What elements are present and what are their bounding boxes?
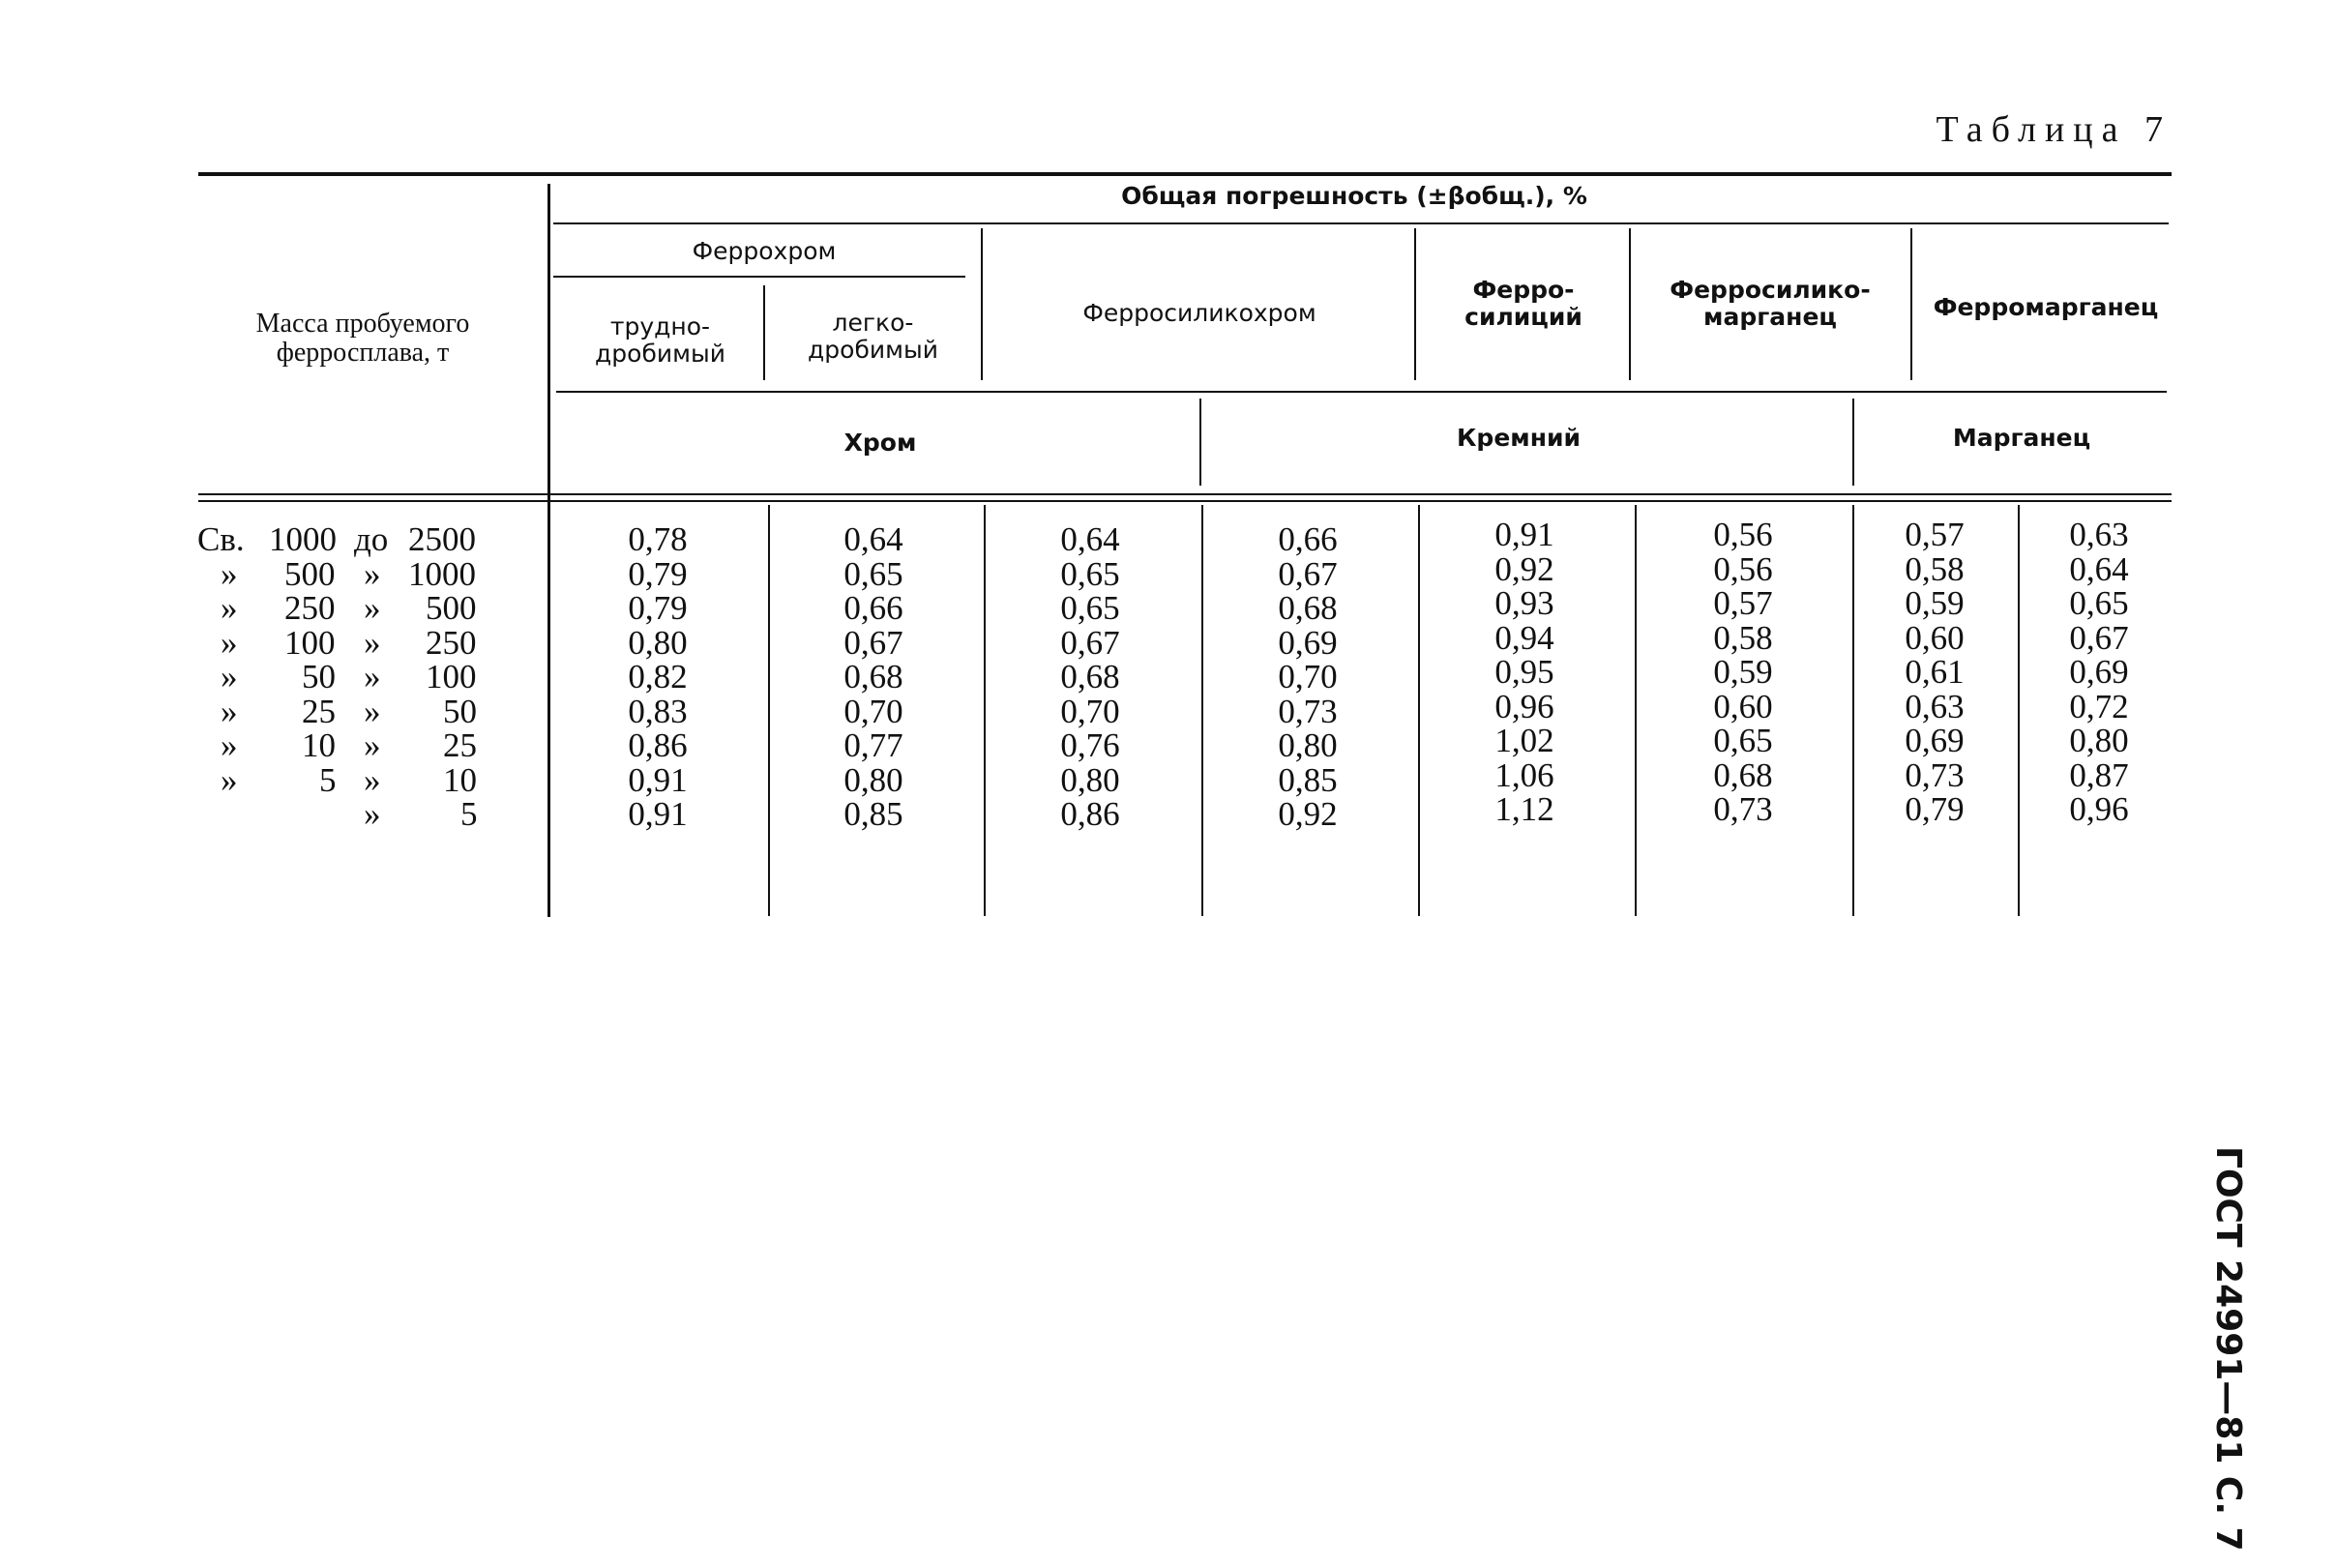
mass-prefix: » (221, 658, 238, 695)
mass-to-word: » (364, 589, 381, 627)
value-cell: 0,95 (1494, 653, 1554, 691)
value-cell: 0,85 (1278, 760, 1338, 799)
value-cell: 0,65 (1060, 589, 1120, 627)
value-cell: 0,70 (843, 692, 903, 730)
mass-prefix: » (221, 760, 238, 799)
mass-to-word: » (364, 692, 381, 730)
value-cell: 0,64 (843, 520, 903, 558)
value-cell: 0,65 (843, 554, 903, 593)
mass-to-word: до (354, 520, 389, 558)
col-ferrosilicochrome-cr (1013, 522, 1168, 832)
value-cell: 0,57 (1905, 516, 1965, 553)
mass-to: 25 (443, 726, 477, 764)
mass-from: 1000 (269, 520, 337, 558)
value-cell: 0,68 (843, 658, 903, 695)
mass-row (197, 660, 488, 695)
value-cell: 0,64 (1060, 520, 1120, 558)
value-cell: 0,91 (628, 795, 688, 833)
value-cell: 0,92 (1494, 549, 1554, 588)
value-cell: 0,70 (1278, 658, 1338, 695)
rule-under-total (553, 222, 2169, 224)
ferrosilicomanganese-header: Ферросилико-марганец (1670, 276, 1871, 331)
value-cell: 0,60 (1905, 618, 1965, 657)
mass-to: 500 (426, 589, 477, 627)
value-cell: 0,65 (2069, 584, 2129, 622)
v-body-3 (1201, 505, 1203, 916)
mass-row (197, 692, 488, 730)
chrome-header: Хром (843, 429, 917, 457)
value-cell: 0,58 (1713, 618, 1773, 657)
ferrochrome-header: Феррохром (692, 237, 837, 265)
v-body-6 (1852, 505, 1854, 916)
value-cell: 0,57 (1713, 584, 1773, 622)
value-cell: 0,80 (1060, 760, 1120, 799)
value-cell: 0,56 (1713, 516, 1773, 553)
rule-above-elements (556, 391, 2167, 393)
mass-to-word: » (364, 795, 381, 833)
mass-prefix: Св. (197, 520, 245, 558)
double-rule-top (198, 493, 2172, 495)
v-hdr-4 (1629, 228, 1631, 380)
value-cell: 0,56 (1713, 549, 1773, 588)
value-cell: 0,61 (1905, 653, 1965, 691)
value-cell: 0,69 (2069, 653, 2129, 691)
value-cell: 0,65 (1060, 554, 1120, 593)
v-mass-divider (547, 184, 550, 917)
total-error-header: Общая погрешность (±βобщ.), % (1121, 182, 1587, 210)
value-cell: 0,94 (1494, 618, 1554, 657)
v-hdr-1 (763, 285, 765, 380)
value-cell: 0,86 (628, 726, 688, 764)
value-cell: 0,80 (2069, 722, 2129, 759)
v-body-4 (1418, 505, 1420, 916)
mass-to-word: » (364, 554, 381, 593)
value-cell: 1,02 (1494, 722, 1554, 759)
col-ferromanganese (2026, 518, 2172, 827)
v-body-7 (2018, 505, 2020, 916)
mass-from: 250 (284, 589, 336, 627)
manganese-header: Марганец (1952, 424, 2091, 452)
mass-from: 5 (319, 760, 337, 799)
mass-to-word: » (364, 760, 381, 799)
value-cell: 0,72 (2069, 687, 2129, 725)
v-elem-2 (1852, 399, 1854, 486)
value-cell: 0,79 (628, 589, 688, 627)
value-cell: 0,80 (1278, 726, 1338, 764)
easy-crush-header: легко-дробимый (808, 309, 938, 364)
value-cell: 0,59 (1713, 653, 1773, 691)
col-ferrosilicomanganese-mn (1862, 518, 2007, 827)
col-ferrosilicochrome-si (1230, 522, 1385, 832)
value-cell: 0,69 (1278, 623, 1338, 662)
col-ferrochrome-hard (580, 522, 735, 832)
value-cell: 0,80 (843, 760, 903, 799)
mass-from: 50 (302, 658, 336, 695)
value-cell: 0,73 (1278, 692, 1338, 730)
value-cell: 0,79 (1905, 790, 1965, 828)
ferrosilicon-header: Ферро-силиций (1464, 276, 1582, 331)
value-cell: 0,68 (1060, 658, 1120, 695)
value-cell: 1,12 (1494, 790, 1554, 828)
mass-row (197, 760, 488, 799)
mass-to: 2500 (408, 520, 476, 558)
value-cell: 0,67 (1278, 554, 1338, 593)
value-cell: 0,76 (1060, 726, 1120, 764)
value-cell: 0,86 (1060, 795, 1120, 833)
mass-to-word: » (364, 623, 381, 662)
v-body-2 (984, 505, 986, 916)
table-caption: Таблица 7 (1936, 109, 2172, 150)
value-cell: 0,73 (1905, 755, 1965, 794)
value-cell: 0,59 (1905, 584, 1965, 622)
mass-from: 10 (302, 726, 336, 764)
value-cell: 0,80 (628, 623, 688, 662)
mass-to: 1000 (408, 554, 476, 593)
mass-column (197, 522, 488, 832)
v-hdr-2 (981, 228, 983, 380)
ferrosilicochrome-header: Ферросиликохром (1082, 299, 1316, 327)
value-cell: 0,65 (1713, 722, 1773, 759)
value-cell: 0,91 (628, 760, 688, 799)
mass-prefix: » (221, 589, 238, 627)
value-cell: 0,79 (628, 554, 688, 593)
double-rule-bottom (198, 500, 2172, 502)
value-cell: 0,70 (1060, 692, 1120, 730)
value-cell: 0,64 (2069, 549, 2129, 588)
value-cell: 0,78 (628, 520, 688, 558)
mass-row (197, 591, 488, 626)
mass-prefix: » (221, 554, 238, 593)
value-cell: 0,68 (1713, 755, 1773, 794)
top-rule (198, 172, 2172, 176)
col-ferrosilicon (1447, 518, 1602, 827)
col-ferrochrome-easy (796, 522, 951, 832)
mass-header: Масса пробуемого ферросплава, т (255, 309, 470, 368)
value-cell: 0,63 (1905, 687, 1965, 725)
mass-row (197, 623, 488, 662)
silicon-header: Кремний (1456, 424, 1582, 452)
mass-row (197, 554, 488, 593)
value-cell: 0,69 (1905, 722, 1965, 759)
v-body-1 (768, 505, 770, 916)
value-cell: 0,91 (1494, 516, 1554, 553)
value-cell: 0,87 (2069, 755, 2129, 794)
mass-to: 5 (460, 795, 478, 833)
value-cell: 0,93 (1494, 584, 1554, 622)
v-hdr-5 (1910, 228, 1912, 380)
value-cell: 0,96 (2069, 790, 2129, 828)
mass-to: 100 (426, 658, 477, 695)
mass-to-word: » (364, 658, 381, 695)
mass-prefix: » (221, 623, 238, 662)
value-cell: 0,58 (1905, 549, 1965, 588)
value-cell: 0,67 (1060, 623, 1120, 662)
mass-prefix: » (221, 726, 238, 764)
value-cell: 0,85 (843, 795, 903, 833)
col-ferrosilicomanganese (1666, 518, 1820, 827)
hard-crush-header: трудно-дробимый (595, 312, 725, 368)
mass-to: 50 (443, 692, 477, 730)
value-cell: 0,83 (628, 692, 688, 730)
value-cell: 0,67 (2069, 618, 2129, 657)
value-cell: 0,68 (1278, 589, 1338, 627)
value-cell: 0,67 (843, 623, 903, 662)
mass-row (197, 797, 488, 832)
mass-from: 100 (284, 623, 336, 662)
mass-to: 10 (443, 760, 477, 799)
value-cell: 0,96 (1494, 687, 1554, 725)
value-cell: 0,66 (1278, 520, 1338, 558)
mass-from: 500 (284, 554, 336, 593)
mass-row (197, 728, 488, 763)
mass-prefix: » (221, 692, 238, 730)
value-cell: 0,73 (1713, 790, 1773, 828)
mass-row (197, 522, 488, 557)
side-document-code: ГОСТ 24991—81 С. 7 (2208, 1146, 2248, 1552)
value-cell: 0,77 (843, 726, 903, 764)
ferromanganese-header: Ферромарганец (1933, 293, 2159, 321)
value-cell: 1,06 (1494, 755, 1554, 794)
mass-from: 25 (302, 692, 336, 730)
rule-under-ferrochrome (553, 276, 965, 278)
v-body-5 (1635, 505, 1637, 916)
value-cell: 0,60 (1713, 687, 1773, 725)
mass-to-word: » (364, 726, 381, 764)
value-cell: 0,92 (1278, 795, 1338, 833)
v-hdr-3 (1414, 228, 1416, 380)
mass-to: 250 (426, 623, 477, 662)
value-cell: 0,63 (2069, 516, 2129, 553)
v-elem-1 (1199, 399, 1201, 486)
value-cell: 0,66 (843, 589, 903, 627)
value-cell: 0,82 (628, 658, 688, 695)
